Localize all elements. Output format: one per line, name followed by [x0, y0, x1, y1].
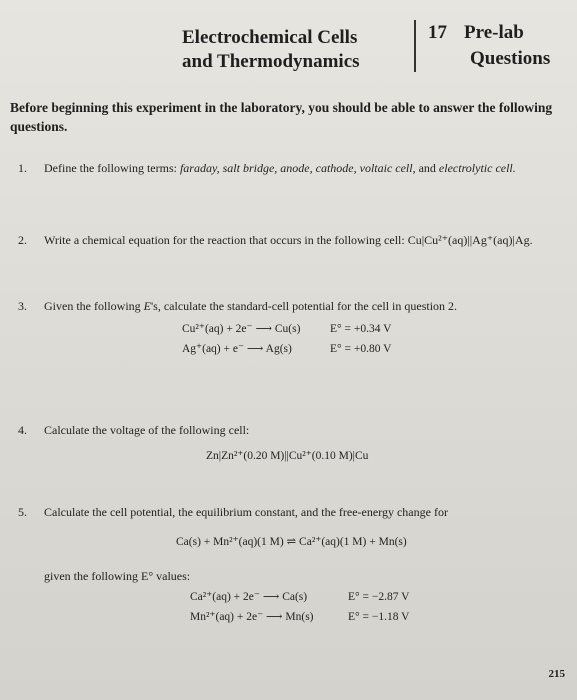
question-last-term: electrolytic cell.: [438, 161, 516, 175]
question-1: [18, 160, 568, 176]
standard-potential: E° = −1.18 V: [348, 611, 410, 623]
question-text-mid: and: [415, 161, 439, 175]
question-text: Write a chemical equation for the reaction that occurs in the following cell:: [44, 233, 405, 247]
standard-potential: E° = −2.87 V: [348, 591, 410, 603]
question-terms: faraday, salt bridge, anode, cathode, voltaic cell,: [179, 161, 416, 175]
title-divider: [414, 20, 416, 72]
question-number: 2.: [18, 233, 27, 247]
question-3: [18, 298, 568, 314]
question-text: Given the following: [44, 299, 144, 313]
chapter-label-line-2: Questions: [470, 48, 551, 69]
half-reaction-2: [182, 342, 392, 357]
half-reaction-equation: Ca²⁺(aq) + 2e⁻ ⟶ Ca(s): [190, 591, 308, 603]
e-symbol: E: [143, 299, 151, 313]
half-reaction-equation: Ag⁺(aq) + e⁻ ⟶ Ag(s): [182, 343, 292, 355]
half-reaction-3: [190, 590, 410, 605]
cell-notation: Cu|Cu²⁺(aq)||Ag⁺(aq)|Ag.: [407, 233, 533, 247]
half-reaction-equation: Mn²⁺(aq) + 2e⁻ ⟶ Mn(s): [190, 611, 314, 623]
standard-potential: E° = +0.80 V: [330, 343, 392, 355]
question-number: 3.: [18, 299, 27, 313]
question-5: [18, 504, 568, 520]
question-number: 4.: [18, 423, 27, 437]
chapter-label-line-1: Pre-lab: [464, 22, 524, 43]
chapter-number: 17: [428, 22, 447, 43]
question-number: 5.: [18, 505, 27, 519]
question-text-suffix: 's, calculate the standard-cell potential for the cell in question 2.: [151, 299, 458, 313]
half-reaction-equation: Cu²⁺(aq) + 2e⁻ ⟶ Cu(s): [182, 323, 301, 335]
title-line-2: and Thermodynamics: [182, 51, 360, 72]
question-4: [18, 422, 568, 438]
section-title: [182, 26, 410, 74]
standard-potential: E° = +0.34 V: [330, 323, 392, 335]
chapter-heading: [428, 20, 568, 72]
question-text: Define the following terms:: [44, 161, 180, 175]
question-text: Calculate the cell potential, the equilibrium constant, and the free-energy change for: [44, 505, 448, 519]
overall-reaction: Ca(s) + Mn²⁺(aq)(1 M) ⇌ Ca²⁺(aq)(1 M) + Mn(s): [176, 536, 407, 548]
question-2: [18, 232, 568, 248]
question-number: 1.: [18, 161, 27, 175]
intro-paragraph: Before beginning this experiment in the laboratory, you should be able to answer the following questions.: [10, 100, 553, 134]
title-line-1: Electrochemical Cells: [182, 27, 358, 48]
cell-notation: Zn|Zn²⁺(0.20 M)||Cu²⁺(0.10 M)|Cu: [206, 450, 369, 462]
half-reaction-1: [182, 322, 392, 337]
page-number: 215: [548, 668, 565, 680]
given-values-label: given the following E° values:: [44, 569, 191, 583]
question-text: Calculate the voltage of the following cell:: [44, 423, 250, 437]
half-reaction-4: [190, 610, 410, 625]
